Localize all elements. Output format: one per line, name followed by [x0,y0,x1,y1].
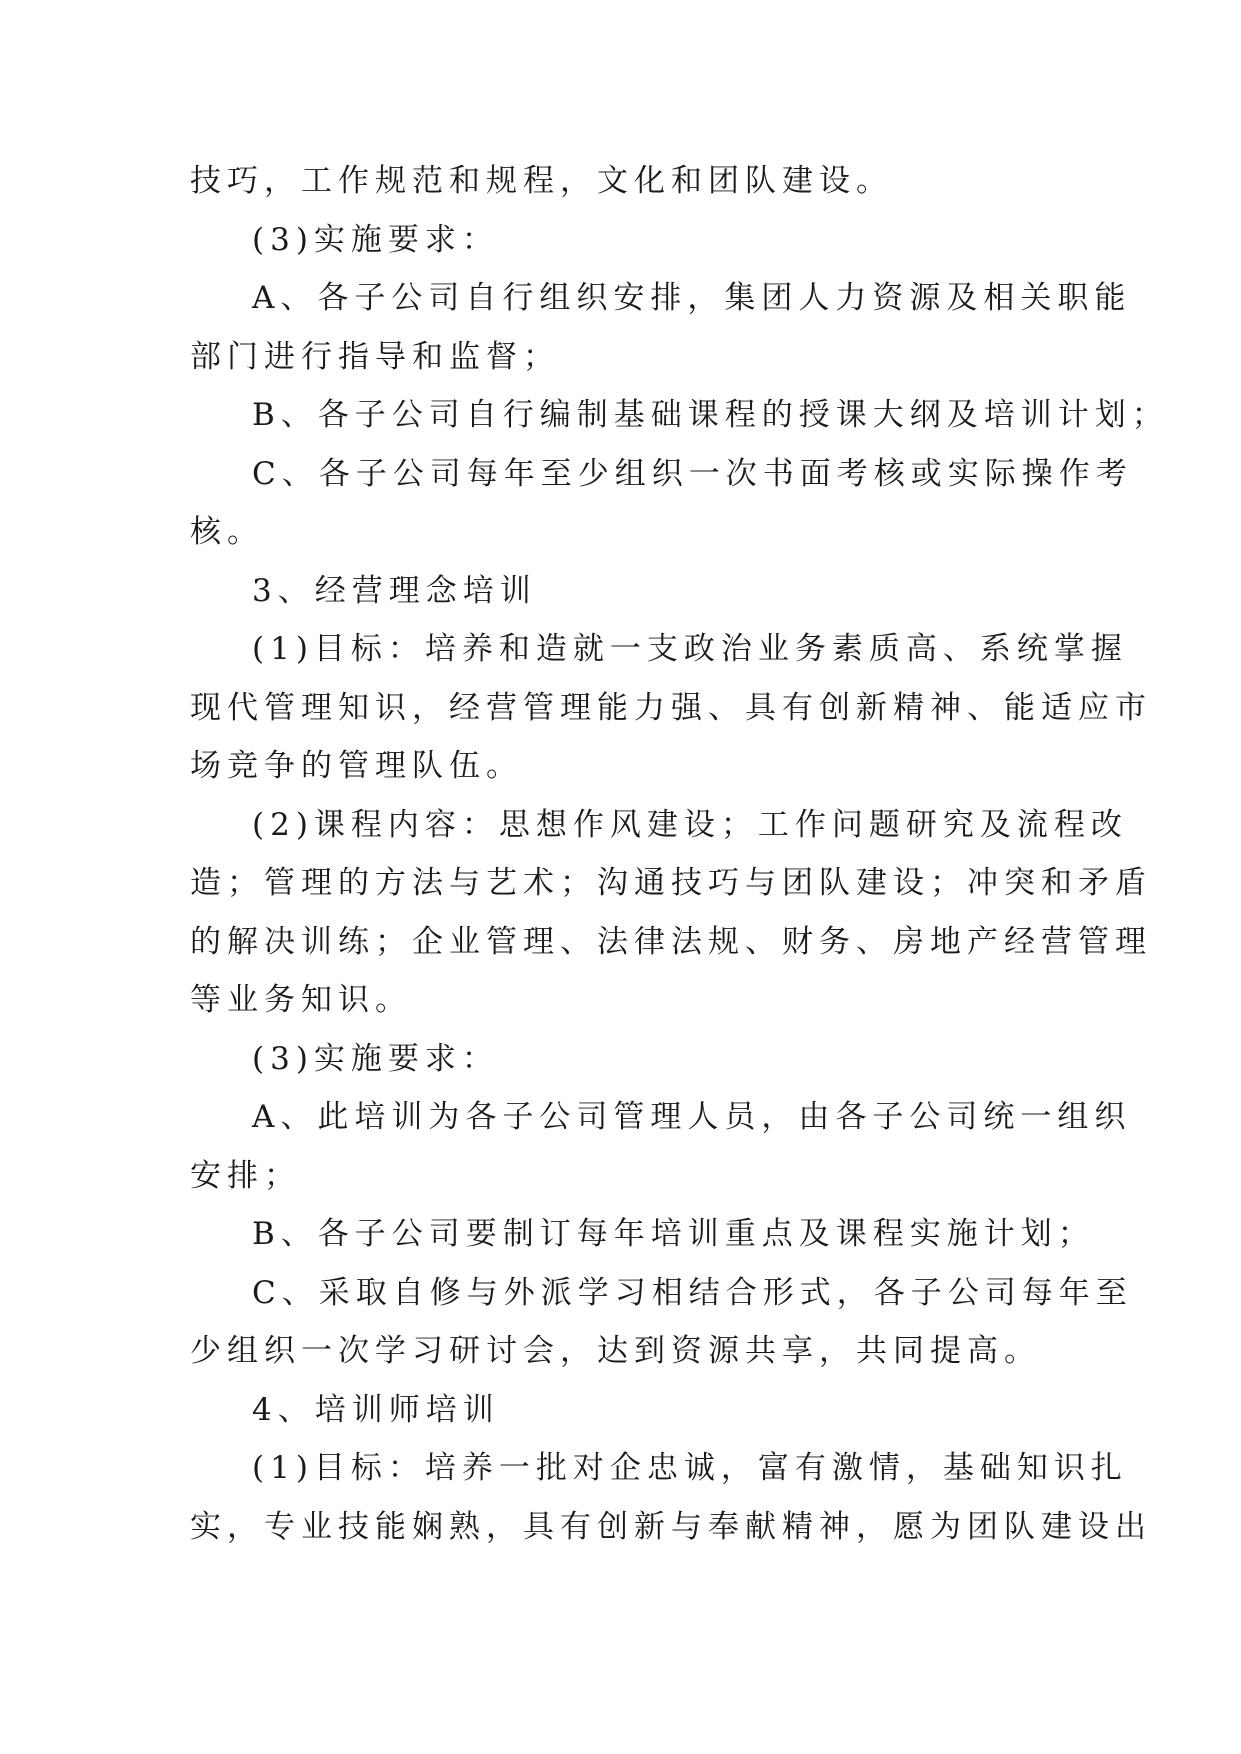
text-line: 场竞争的管理队伍。 [190,748,523,784]
text-line: A、此培训为各子公司管理人员，由各子公司统一组织 [252,1099,1132,1135]
text-line: 技巧，工作规范和规程，文化和团队建设。 [190,163,893,199]
text-line: B、各子公司要制订每年培训重点及课程实施计划； [252,1216,1095,1252]
text-line: (3)实施要求： [252,1040,499,1077]
text-line: (1)目标：培养一批对企忠诚，富有激情，基础知识扎 [252,1450,1128,1486]
text-line: 实，专业技能娴熟，具有创新与奉献精神，愿为团队建设出 [190,1508,1152,1545]
text-line: 核。 [190,514,264,550]
text-line: 造；管理的方法与艺术；沟通技巧与团队建设；冲突和矛盾 [190,865,1152,901]
text-line: C、采取自修与外派学习相结合形式，各子公司每年至 [252,1274,1133,1311]
text-line: 部门进行指导和监督； [190,338,560,375]
text-line: 等业务知识。 [190,982,412,1018]
text-line: (2)课程内容：思想作风建设；工作问题研究及流程改 [252,806,1128,843]
text-line: 3、经营理念培训 [252,572,537,609]
text-line: B、各子公司自行编制基础课程的授课大纲及培训计划； [252,397,1169,433]
text-line: C、各子公司每年至少组织一次书面考核或实际操作考 [252,455,1133,492]
text-line: (3)实施要求： [252,221,499,258]
text-line: (1)目标：培养和造就一支政治业务素质高、系统掌握 [252,631,1128,667]
document-body [190,152,1169,1556]
text-line: 的解决训练；企业管理、法律法规、财务、房地产经营管理 [190,923,1152,960]
text-line: 少组织一次学习研讨会，达到资源共享，共同提高。 [190,1333,1041,1369]
text-line: 安排； [190,1157,301,1194]
text-line: 4、培训师培训 [252,1391,500,1428]
text-line: 现代管理知识，经营管理能力强、具有创新精神、能适应市 [190,689,1152,726]
text-line: A、各子公司自行组织安排，集团人力资源及相关职能 [252,280,1132,316]
